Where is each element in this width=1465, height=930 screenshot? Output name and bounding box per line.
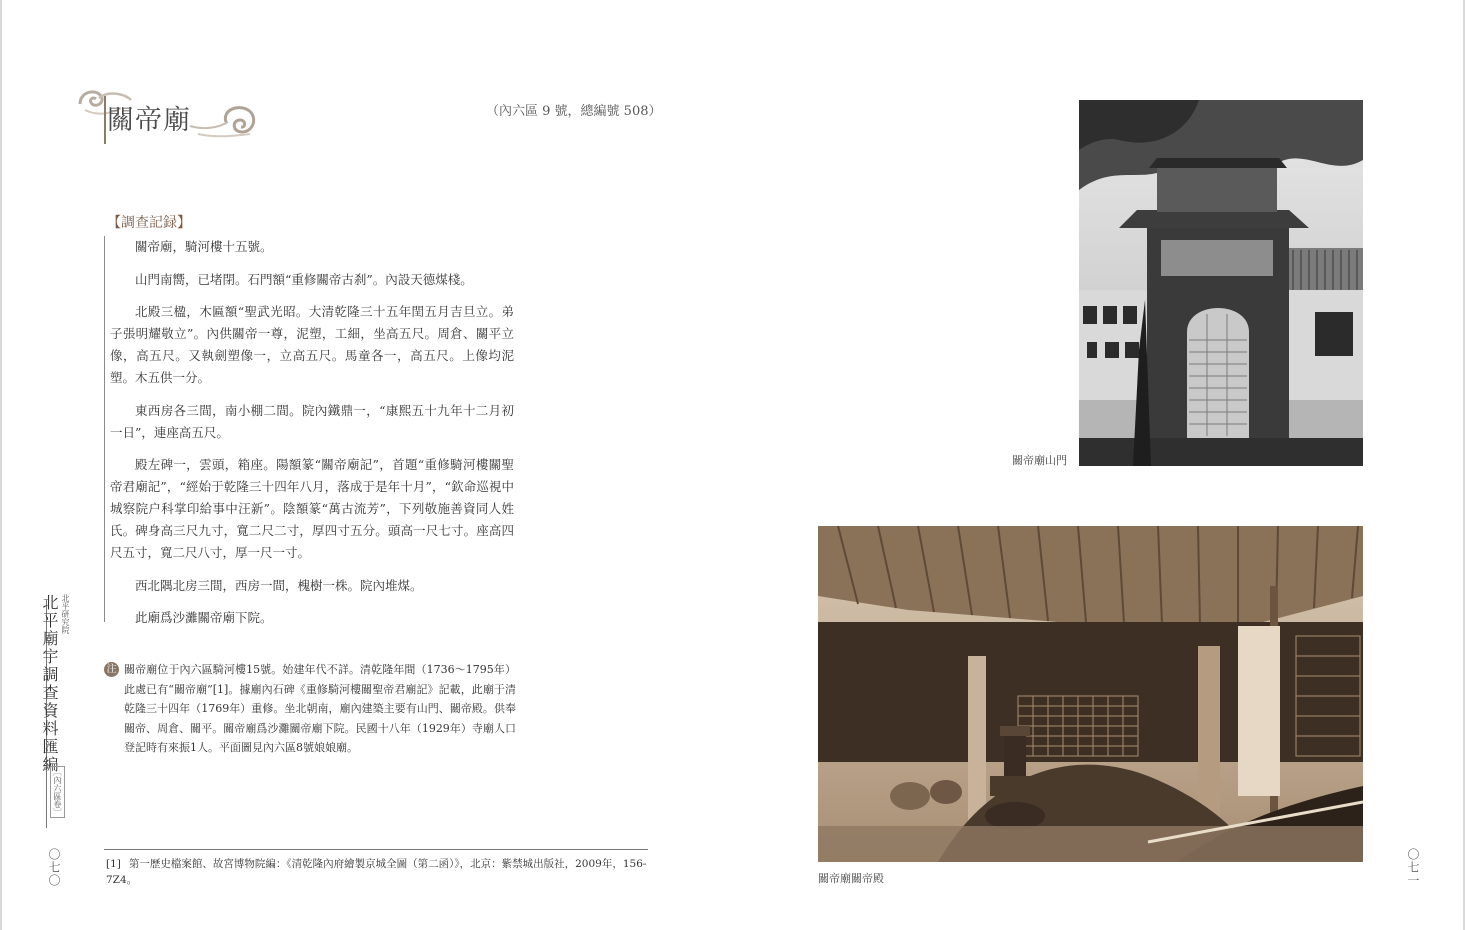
photo-caption-hall: 關帝廟關帝殿 — [818, 872, 884, 885]
survey-paragraph: 此廟爲沙灘關帝廟下院。 — [135, 610, 273, 625]
side-title-small: 北平研究院 — [61, 594, 70, 634]
page-edge-left — [0, 0, 2, 930]
survey-paragraph: 殿左碑一，雲頭，箱座。陽額篆“關帝廟記”，首題“重修騎河樓關聖帝君廟記”，“經始于乾隆三十四年八月，落成于是年十月”，“欽命巡視中城察院户科掌印給事中汪新”。陰額篆“萬古流芳”，下列敬施善資同人姓氏。碑身高三尺九寸，寬二尺二寸，厚四寸五分。頭高一尺七寸。座高四尺五寸，寬二尺八寸，厚一尺一寸。 — [110, 457, 514, 560]
cloud-ornament-right-icon — [188, 100, 262, 140]
title-bar — [104, 96, 106, 144]
survey-paragraph: 山門南嚮，已堵閉。石門額“重修關帝古刹”。內設天德煤棧。 — [135, 271, 473, 287]
photo-guandi-hall — [818, 526, 1363, 862]
photo-mountain-gate — [1079, 100, 1363, 466]
survey-paragraph: 西北隅北房三間，西房一間，槐樹一株。院內堆煤。 — [135, 577, 423, 593]
footnote — [106, 856, 650, 888]
footnote-mark: [1] — [106, 858, 121, 870]
page-title: 關帝廟 — [107, 105, 191, 136]
survey-rule — [104, 236, 105, 622]
photo-caption-gate: 關帝廟山門 — [1012, 454, 1067, 467]
footnote-text: 第一歷史檔案館、故宮博物院編：《清乾隆內府繪製京城全圖（第二函）》，北京：紫禁城出版社，2009年，156-7Z4。 — [106, 858, 647, 886]
survey-heading: 【調查記録】 — [107, 215, 191, 231]
side-title-sub: ［內六區卷］ — [50, 766, 65, 818]
survey-body — [110, 236, 514, 640]
page-number-right: 〇七一 — [1406, 848, 1420, 887]
survey-paragraph: 關帝廟，騎河樓十五號。 — [135, 239, 273, 254]
survey-paragraph: 北殿三楹，木匾額“聖武光昭。大清乾隆三十五年閏五月吉旦立。弟子張明耀敬立”。內供關帝一尊，泥塑，工細，坐高五尺。周倉、關平立像，高五尺。又執劍塑像一，立高五尺。馬童各一，高五尺。上像均泥塑。木五供一分。 — [110, 304, 514, 385]
title-reference: （內六區 9 號，總編號 508） — [486, 104, 662, 119]
note-text: 關帝廟位于內六區騎河樓15號。始建年代不詳。清乾隆年間（1736～1795年）此處已有“關帝廟”[1]。據廟內石碑《重修騎河樓關聖帝君廟記》記載，此廟于清乾隆三十四年（1769年）重修。坐北朝南，廟內建築主要有山門、關帝殿。供奉關帝、周倉、關平。關帝廟爲沙灘關帝廟下院。民國十八年（1929年）寺廟人口登記時有來振1人。平面圖見內六區8號娘娘廟。 — [124, 663, 516, 754]
footnote-rule — [104, 849, 648, 850]
survey-paragraph: 東西房各三間，南小棚二間。院內鐵鼎一，“康熙五十九年十二月初一日”，連座高五尺。 — [110, 402, 514, 440]
side-title-main: 北平廟宇調查資料匯編 — [40, 594, 59, 774]
page-number-left: 〇七〇 — [47, 848, 61, 887]
note-badge: 注 — [104, 662, 119, 677]
